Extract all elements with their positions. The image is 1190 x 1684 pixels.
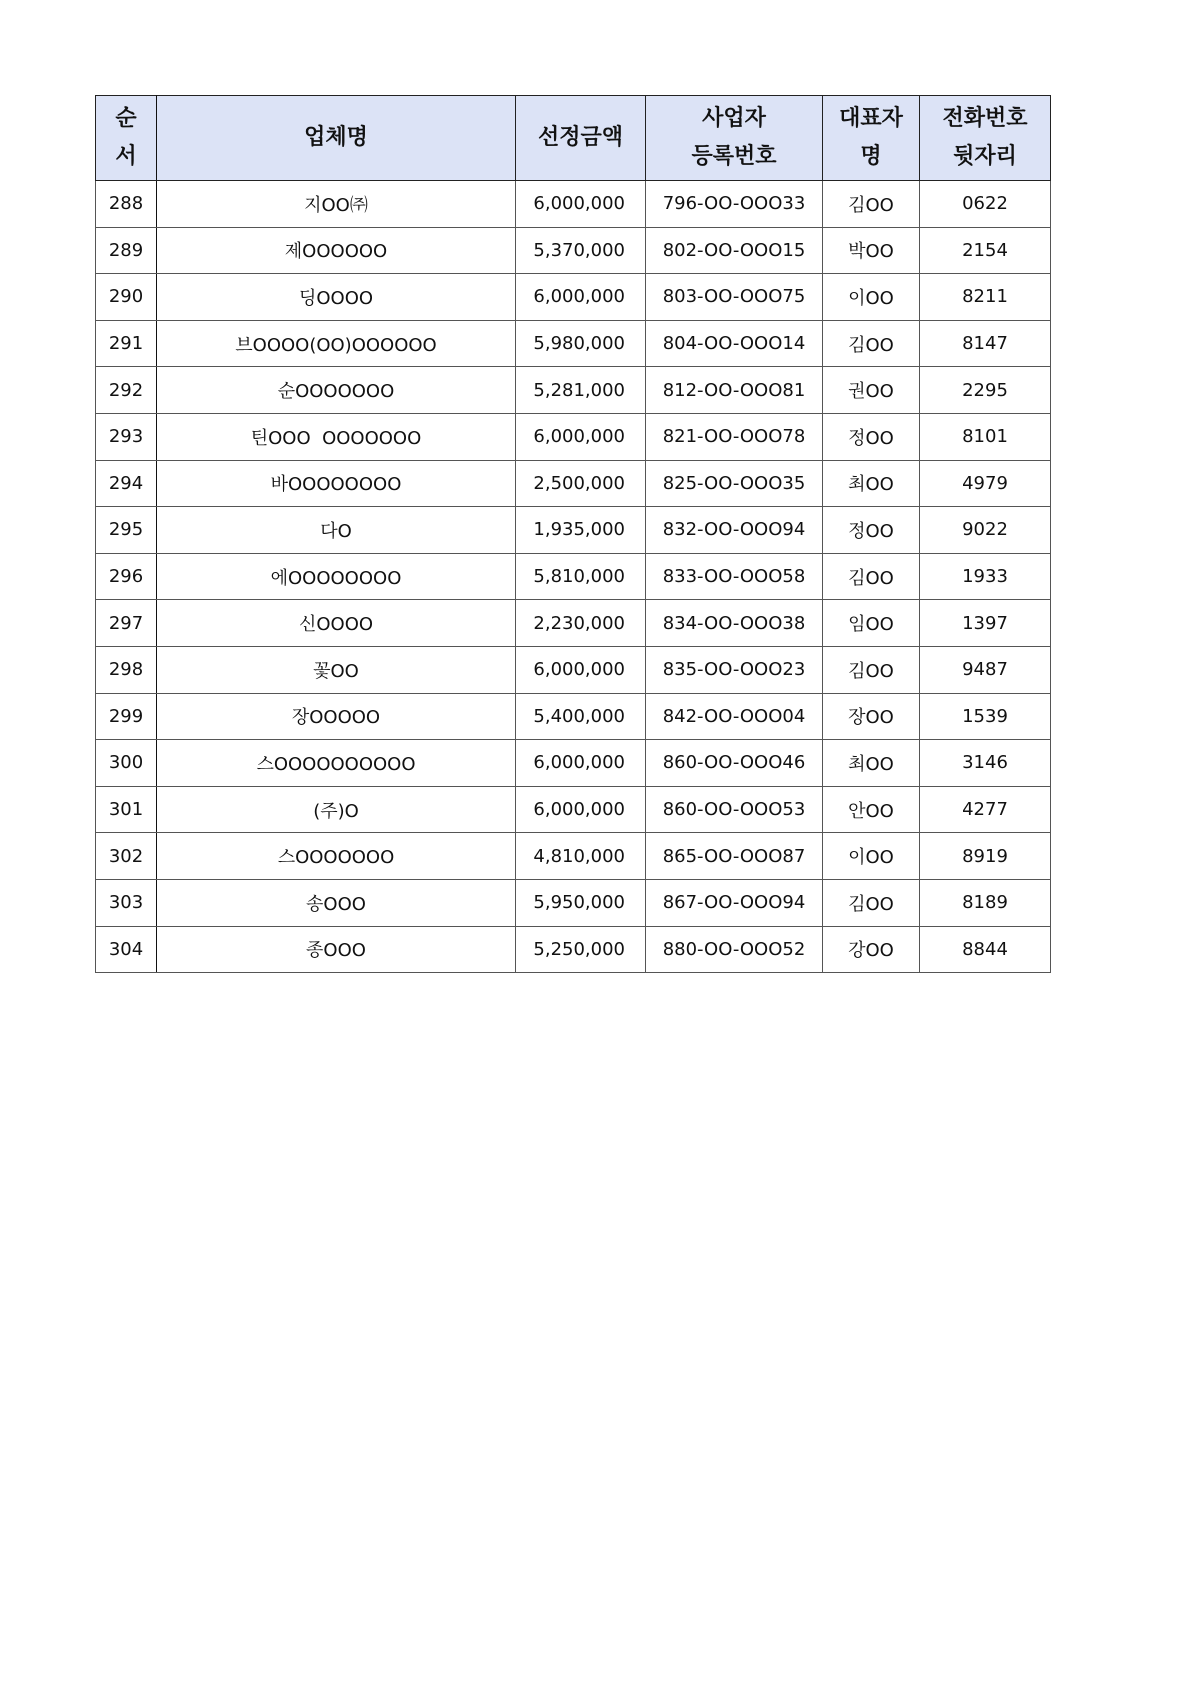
table-row xyxy=(96,833,1051,880)
cell-order: 297 xyxy=(96,600,157,647)
cell-phone: 2154 xyxy=(920,227,1051,274)
cell-representative: 김OO xyxy=(823,181,920,228)
table-row xyxy=(96,646,1051,693)
cell-company: 바OOOOOOOO xyxy=(157,460,516,507)
cell-amount: 6,000,000 xyxy=(516,786,646,833)
cell-reg-number: 803-OO-OOO75 xyxy=(646,274,823,321)
cell-amount: 4,810,000 xyxy=(516,833,646,880)
cell-representative: 최OO xyxy=(823,740,920,787)
cell-order: 291 xyxy=(96,320,157,367)
cell-phone: 2295 xyxy=(920,367,1051,414)
header-amount: 선정금액 xyxy=(516,96,646,181)
cell-representative: 이OO xyxy=(823,274,920,321)
cell-order: 299 xyxy=(96,693,157,740)
header-row xyxy=(96,96,1051,181)
cell-order: 301 xyxy=(96,786,157,833)
cell-phone: 8919 xyxy=(920,833,1051,880)
table-row xyxy=(96,740,1051,787)
cell-company: 스OOOOOOOOOO xyxy=(157,740,516,787)
cell-representative: 안OO xyxy=(823,786,920,833)
cell-representative: 강OO xyxy=(823,926,920,973)
cell-representative: 정OO xyxy=(823,413,920,460)
cell-representative: 장OO xyxy=(823,693,920,740)
cell-phone: 9022 xyxy=(920,507,1051,554)
cell-company: 지OO㈜ xyxy=(157,181,516,228)
cell-amount: 5,950,000 xyxy=(516,879,646,926)
cell-reg-number: 835-OO-OOO23 xyxy=(646,646,823,693)
cell-company: 브OOOO(OO)OOOOOO xyxy=(157,320,516,367)
cell-amount: 2,500,000 xyxy=(516,460,646,507)
cell-order: 288 xyxy=(96,181,157,228)
cell-amount: 6,000,000 xyxy=(516,646,646,693)
cell-order: 292 xyxy=(96,367,157,414)
cell-order: 293 xyxy=(96,413,157,460)
cell-order: 302 xyxy=(96,833,157,880)
cell-phone: 4277 xyxy=(920,786,1051,833)
cell-reg-number: 880-OO-OOO52 xyxy=(646,926,823,973)
table-row xyxy=(96,693,1051,740)
table-row xyxy=(96,879,1051,926)
cell-phone: 1539 xyxy=(920,693,1051,740)
cell-reg-number: 865-OO-OOO87 xyxy=(646,833,823,880)
cell-company: 다O xyxy=(157,507,516,554)
cell-amount: 5,281,000 xyxy=(516,367,646,414)
cell-company: 에OOOOOOOO xyxy=(157,553,516,600)
table-row xyxy=(96,786,1051,833)
cell-phone: 8211 xyxy=(920,274,1051,321)
table-row xyxy=(96,413,1051,460)
header-phone: 전화번호 뒷자리 xyxy=(920,96,1051,181)
cell-order: 303 xyxy=(96,879,157,926)
cell-company: 틴OOO OOOOOOO xyxy=(157,413,516,460)
cell-reg-number: 825-OO-OOO35 xyxy=(646,460,823,507)
cell-representative: 김OO xyxy=(823,320,920,367)
cell-phone: 8101 xyxy=(920,413,1051,460)
table-row xyxy=(96,460,1051,507)
selected-companies-table xyxy=(95,95,1051,973)
cell-company: 송OOO xyxy=(157,879,516,926)
cell-reg-number: 834-OO-OOO38 xyxy=(646,600,823,647)
cell-amount: 6,000,000 xyxy=(516,740,646,787)
cell-reg-number: 860-OO-OOO46 xyxy=(646,740,823,787)
cell-reg-number: 832-OO-OOO94 xyxy=(646,507,823,554)
cell-reg-number: 867-OO-OOO94 xyxy=(646,879,823,926)
cell-order: 290 xyxy=(96,274,157,321)
cell-company: 순OOOOOOO xyxy=(157,367,516,414)
table-row xyxy=(96,320,1051,367)
cell-amount: 5,810,000 xyxy=(516,553,646,600)
cell-representative: 최OO xyxy=(823,460,920,507)
cell-representative: 이OO xyxy=(823,833,920,880)
cell-amount: 5,400,000 xyxy=(516,693,646,740)
cell-reg-number: 804-OO-OOO14 xyxy=(646,320,823,367)
cell-phone: 9487 xyxy=(920,646,1051,693)
cell-amount: 5,250,000 xyxy=(516,926,646,973)
cell-amount: 5,980,000 xyxy=(516,320,646,367)
cell-phone: 8147 xyxy=(920,320,1051,367)
header-company: 업체명 xyxy=(157,96,516,181)
cell-representative: 김OO xyxy=(823,879,920,926)
cell-reg-number: 812-OO-OOO81 xyxy=(646,367,823,414)
cell-phone: 1933 xyxy=(920,553,1051,600)
cell-amount: 1,935,000 xyxy=(516,507,646,554)
cell-company: 스OOOOOOO xyxy=(157,833,516,880)
cell-representative: 김OO xyxy=(823,646,920,693)
cell-order: 300 xyxy=(96,740,157,787)
header-order: 순 서 xyxy=(96,96,157,181)
table-row xyxy=(96,600,1051,647)
table-row xyxy=(96,227,1051,274)
cell-company: (주)O xyxy=(157,786,516,833)
cell-phone: 4979 xyxy=(920,460,1051,507)
cell-phone: 0622 xyxy=(920,181,1051,228)
cell-company: 장OOOOO xyxy=(157,693,516,740)
table-row xyxy=(96,181,1051,228)
cell-amount: 2,230,000 xyxy=(516,600,646,647)
table-row xyxy=(96,274,1051,321)
cell-company: 꽃OO xyxy=(157,646,516,693)
cell-reg-number: 796-OO-OOO33 xyxy=(646,181,823,228)
table-row xyxy=(96,507,1051,554)
cell-representative: 김OO xyxy=(823,553,920,600)
cell-amount: 6,000,000 xyxy=(516,274,646,321)
cell-phone: 8189 xyxy=(920,879,1051,926)
header-reg-number: 사업자 등록번호 xyxy=(646,96,823,181)
cell-order: 298 xyxy=(96,646,157,693)
cell-representative: 임OO xyxy=(823,600,920,647)
cell-company: 제OOOOOO xyxy=(157,227,516,274)
table-row xyxy=(96,926,1051,973)
cell-order: 296 xyxy=(96,553,157,600)
cell-representative: 박OO xyxy=(823,227,920,274)
table-row xyxy=(96,367,1051,414)
cell-phone: 3146 xyxy=(920,740,1051,787)
cell-reg-number: 821-OO-OOO78 xyxy=(646,413,823,460)
table-row xyxy=(96,553,1051,600)
cell-reg-number: 802-OO-OOO15 xyxy=(646,227,823,274)
cell-reg-number: 842-OO-OOO04 xyxy=(646,693,823,740)
cell-phone: 8844 xyxy=(920,926,1051,973)
cell-reg-number: 860-OO-OOO53 xyxy=(646,786,823,833)
cell-amount: 5,370,000 xyxy=(516,227,646,274)
cell-reg-number: 833-OO-OOO58 xyxy=(646,553,823,600)
cell-order: 295 xyxy=(96,507,157,554)
header-representative: 대표자 명 xyxy=(823,96,920,181)
cell-company: 딩OOOO xyxy=(157,274,516,321)
cell-company: 신OOOO xyxy=(157,600,516,647)
cell-order: 289 xyxy=(96,227,157,274)
cell-phone: 1397 xyxy=(920,600,1051,647)
cell-representative: 권OO xyxy=(823,367,920,414)
cell-representative: 정OO xyxy=(823,507,920,554)
cell-amount: 6,000,000 xyxy=(516,181,646,228)
cell-company: 종OOO xyxy=(157,926,516,973)
cell-order: 294 xyxy=(96,460,157,507)
cell-amount: 6,000,000 xyxy=(516,413,646,460)
cell-order: 304 xyxy=(96,926,157,973)
